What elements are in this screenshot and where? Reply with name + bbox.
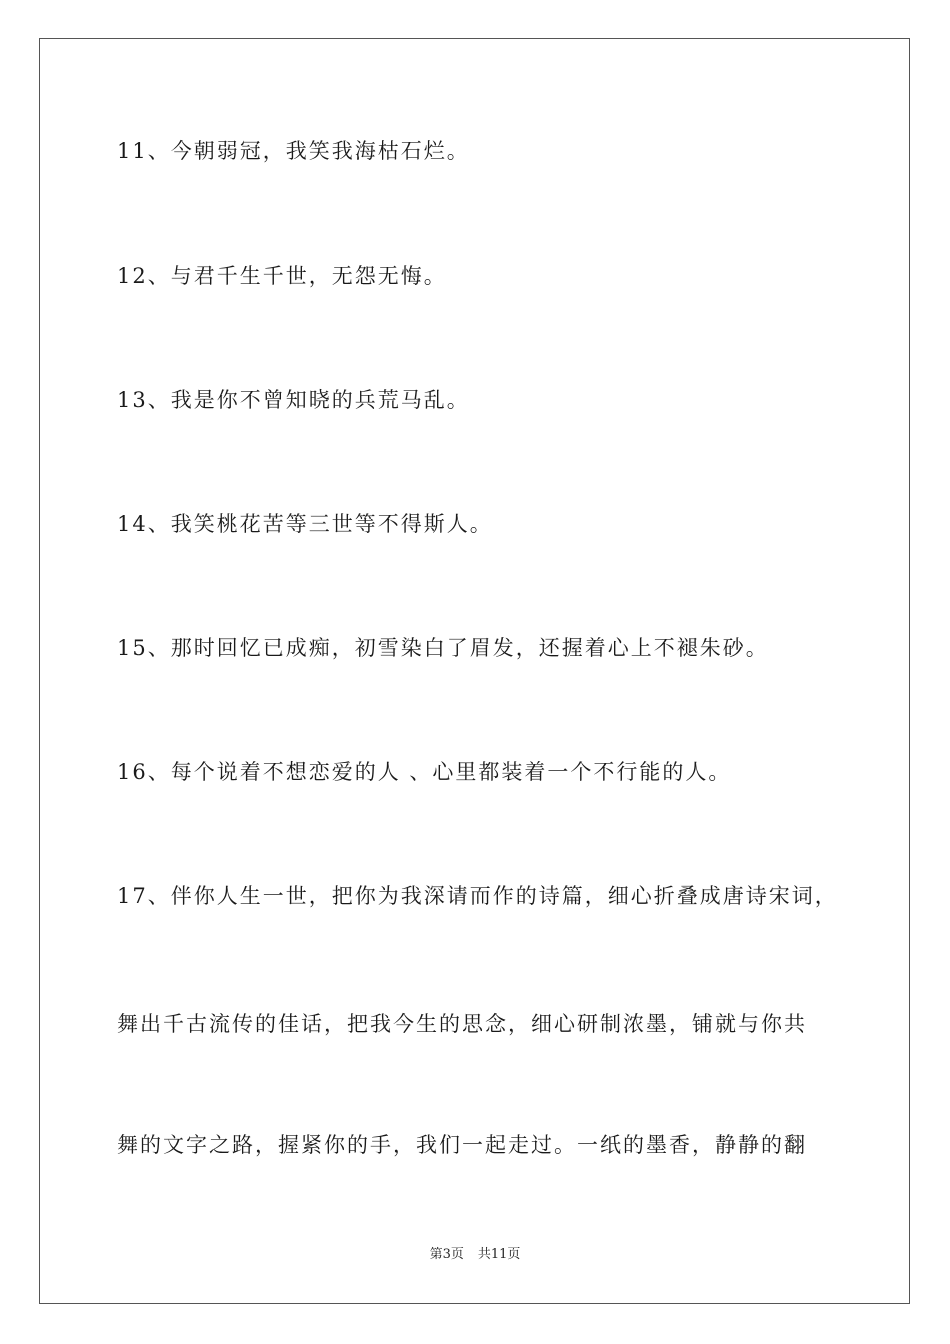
text-line-14: 14、我笑桃花苦等三世等不得斯人。 xyxy=(117,512,493,536)
page-total: 共11页 xyxy=(477,1247,521,1262)
text-line-12: 12、与君千生千世，无怨无悔。 xyxy=(117,264,447,288)
text-line-16: 16、每个说着不想恋爱的人 、心里都装着一个不行能的人。 xyxy=(117,760,732,784)
page-border xyxy=(39,38,910,1304)
text-line-13: 13、我是你不曾知晓的兵荒马乱。 xyxy=(117,388,470,412)
text-line-17-continued-1: 舞出千古流传的佳话，把我今生的思念，细心研制浓墨，铺就与你共 xyxy=(117,1012,807,1036)
page-number: 第3页 xyxy=(429,1247,464,1262)
text-line-17-continued-2: 舞的文字之路，握紧你的手，我们一起走过。一纸的墨香，静静的翻 xyxy=(117,1133,807,1157)
page-footer xyxy=(0,1246,950,1264)
text-line-11: 11、今朝弱冠，我笑我海枯石烂。 xyxy=(117,139,470,163)
text-line-17: 17、伴你人生一世，把你为我深请而作的诗篇，细心折叠成唐诗宋词， xyxy=(117,884,838,908)
text-line-15: 15、那时回忆已成痴，初雪染白了眉发，还握着心上不褪朱砂。 xyxy=(117,636,769,660)
